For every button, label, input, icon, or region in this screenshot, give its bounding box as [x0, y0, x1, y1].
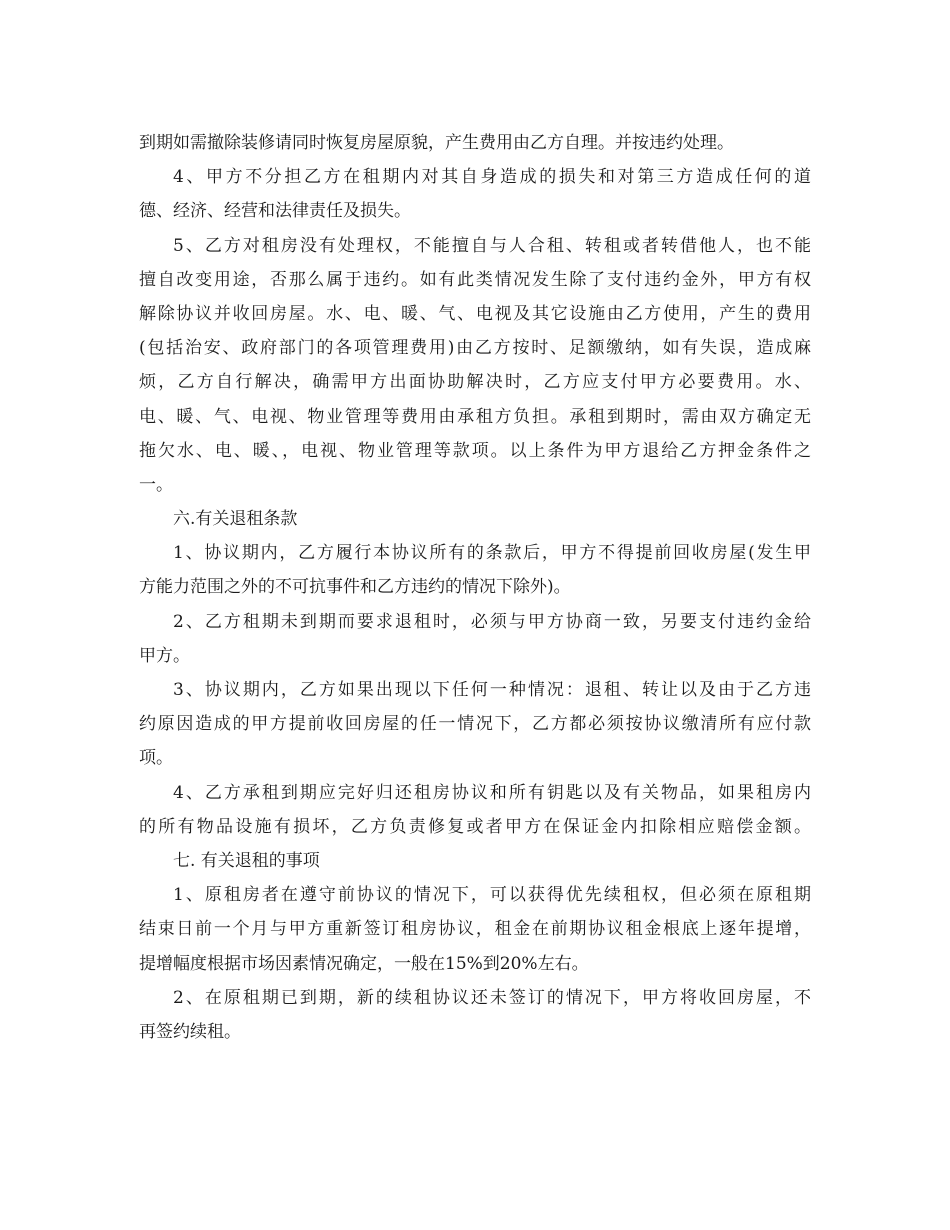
section-heading: 六.有关退租条款	[173, 509, 298, 530]
text-line: 2、乙方租期未到期而要求退租时，必须与甲方协商一致，另要支付违约金给	[173, 611, 811, 632]
text-line: (包括治安、政府部门的各项管理费用)由乙方按时、足额缴纳，如有失误，造成麻	[139, 338, 811, 359]
document-body	[139, 126, 811, 1049]
text-line: 约原因造成的甲方提前收回房屋的任一情况下，乙方都必须按协议缴清所有应付款	[139, 714, 811, 735]
text-line: 1、协议期内，乙方履行本协议所有的条款后，甲方不得提前回收房屋(发生甲	[173, 543, 811, 564]
text-line: 电、暖、气、电视、物业管理等费用由承租方负担。承租到期时，需由双方确定无	[139, 406, 811, 427]
text-line: 4、甲方不分担乙方在租期内对其自身造成的损失和对第三方造成任何的道	[173, 167, 811, 188]
text-line: 结束日前一个月与甲方重新签订租房协议，租金在前期协议租金根底上逐年提增，	[139, 919, 811, 940]
text-line: 解除协议并收回房屋。水、电、暖、气、电视及其它设施由乙方使用，产生的费用	[139, 303, 811, 324]
text-line: 提增幅度根据市场因素情况确定，一般在15%到20%左右。	[139, 953, 589, 974]
text-line: 1、原租房者在遵守前协议的情况下，可以获得优先续租权，但必须在原租期	[173, 885, 811, 906]
text-line: 烦，乙方自行解决，确需甲方出面协助解决时，乙方应支付甲方必要费用。水、	[139, 372, 811, 393]
text-line: 擅自改变用途，否那么属于违约。如有此类情况发生除了支付违约金外，甲方有权	[139, 269, 811, 290]
text-line: 5、乙方对租房没有处理权，不能擅自与人合租、转租或者转借他人，也不能	[173, 235, 811, 256]
text-line: 再签约续租。	[139, 1021, 241, 1042]
text-line: 项。	[139, 748, 173, 769]
text-line: 甲方。	[139, 645, 190, 666]
text-line: 拖欠水、电、暖、，电视、物业管理等款项。以上条件为甲方退给乙方押金条件之	[139, 440, 811, 461]
text-line: 的所有物品设施有损坏，乙方负责修复或者甲方在保证金内扣除相应赔偿金额。	[139, 816, 811, 837]
text-line: 方能力范围之外的不可抗事件和乙方违约的情况下除外)。	[139, 577, 571, 598]
section-heading: 七. 有关退租的事项	[173, 850, 320, 871]
text-line: 一。	[139, 474, 173, 495]
text-line: 3、协议期内，乙方如果出现以下任何一种情况：退租、转让以及由于乙方违	[173, 680, 811, 700]
text-line: 2、在原租期已到期，新的续租协议还未签订的情况下，甲方将收回房屋，不	[173, 987, 811, 1008]
text-line: 德、经济、经营和法律责任及损失。	[139, 201, 411, 222]
text-line: 4、乙方承租到期应完好归还租房协议和所有钥匙以及有关物品，如果租房内	[173, 782, 811, 803]
text-line: 到期如需撤除装修请同时恢复房屋原貌，产生费用由乙方自理。并按违约处理。	[139, 133, 734, 153]
